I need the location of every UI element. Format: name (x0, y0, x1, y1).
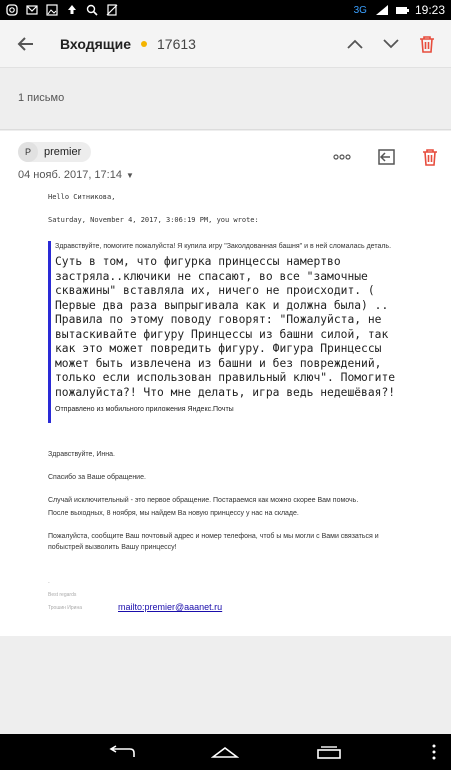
app-bar (0, 20, 451, 68)
message-count: 1 письмо (18, 92, 65, 104)
overflow-menu-icon (431, 744, 437, 760)
image-icon (46, 4, 58, 16)
signature-regards: Best regards (48, 592, 77, 598)
reply-greeting: Здравствуйте, Инна. (48, 451, 115, 458)
quoted-message (48, 241, 400, 423)
quote-intro: Здравствуйте, помогите пожалуйста! Я купила игру "Заколдованная башня" и в ней сломалась деталь. (55, 243, 392, 250)
reply-text (48, 449, 408, 553)
chevron-up-icon (347, 38, 363, 50)
sender-name: premier (44, 146, 82, 158)
reply-case-1: Случай исключительный - это первое обращение. Постараемся как можно скорее Вам помочь. (48, 497, 359, 504)
recents-nav-icon (315, 745, 343, 759)
network-type: 3G (353, 4, 367, 16)
reply-request: Пожалуйста, сообщите Ваш почтовый адрес и номер телефона, чтоб ы мы могли с Вами связаться и побыстрей вызволить Вашу принцессу! (48, 533, 379, 551)
date-text: 04 нояб. 2017, 17:14 (18, 169, 122, 181)
home-nav-icon (211, 745, 239, 759)
chevron-down-icon: ▼ (125, 171, 134, 180)
clock: 19:23 (414, 3, 445, 17)
next-message-button[interactable] (373, 20, 409, 68)
reply-thanks: Спасибо за Ваше обращение. (48, 474, 146, 481)
trash-icon (419, 35, 435, 53)
message-body-header (48, 193, 408, 224)
more-button[interactable] (327, 144, 357, 170)
thread-header (0, 68, 451, 130)
navigation-bar (0, 734, 451, 770)
unread-dot (141, 41, 147, 47)
delete-button[interactable] (409, 20, 445, 68)
arrow-left-icon (17, 35, 35, 53)
avatar: P (18, 142, 38, 162)
back-nav-icon (108, 745, 136, 759)
delete-message-button[interactable] (415, 144, 445, 170)
back-button[interactable] (0, 20, 52, 68)
reply-button[interactable] (371, 144, 401, 170)
quote-main-text: Суть в том, что фигурка принцессы намертво застряла..ключики не спасают, во все "замочные скважины" вставляла их, ничего не происходит. ( Первые два раза выпрыгивала как и должна была) .. Правила по этому поводу говорят: "Пожалуйста, не вытаскивайте фигуру Принцессы из башни силой, так как это может повредить фигуру. Фигура Принцессы может быть извлечена из башни и без повреждений, только если использован правильный ключ". Помогите пожалуйста?! Что мне делать, игра ведь недешёвая?! (55, 255, 396, 399)
menu-nav-button[interactable] (431, 744, 437, 765)
previous-message-button[interactable] (337, 20, 373, 68)
signature-dash: - (48, 580, 50, 586)
message-date[interactable] (18, 169, 134, 181)
reply-icon (376, 148, 396, 166)
greeting: Hello Ситникова, (48, 193, 116, 201)
reply-case-2: После выходных, 8 ноября, мы найдем Ва новую принцессу у нас на складе. (48, 510, 299, 517)
upload-icon (66, 4, 78, 16)
home-nav-button[interactable] (205, 738, 245, 766)
search-icon (86, 4, 98, 16)
back-nav-button[interactable] (102, 738, 142, 766)
chevron-down-icon (383, 38, 399, 50)
quote-signature: Отправлено из мобильного приложения Яндекс.Почты (55, 406, 234, 413)
unread-count: 17613 (157, 35, 196, 52)
status-bar (0, 0, 451, 20)
sender-chip[interactable] (18, 142, 91, 162)
instagram-icon (6, 4, 18, 16)
battery-icon (395, 4, 407, 16)
wrote-line: Saturday, November 4, 2017, 3:06:19 PM, you wrote: (48, 216, 259, 224)
folder-title: Входящие (60, 35, 131, 52)
trash-icon (422, 148, 438, 166)
recents-nav-button[interactable] (309, 738, 349, 766)
mail-icon (26, 4, 38, 16)
signal-icon (375, 4, 387, 16)
mailto-link[interactable]: mailto:premier@aaanet.ru (118, 602, 223, 612)
signature-name: Трошин Ирина (48, 605, 82, 611)
message-card (0, 131, 451, 636)
no-sim-icon (106, 4, 118, 16)
more-horizontal-icon (333, 154, 351, 160)
